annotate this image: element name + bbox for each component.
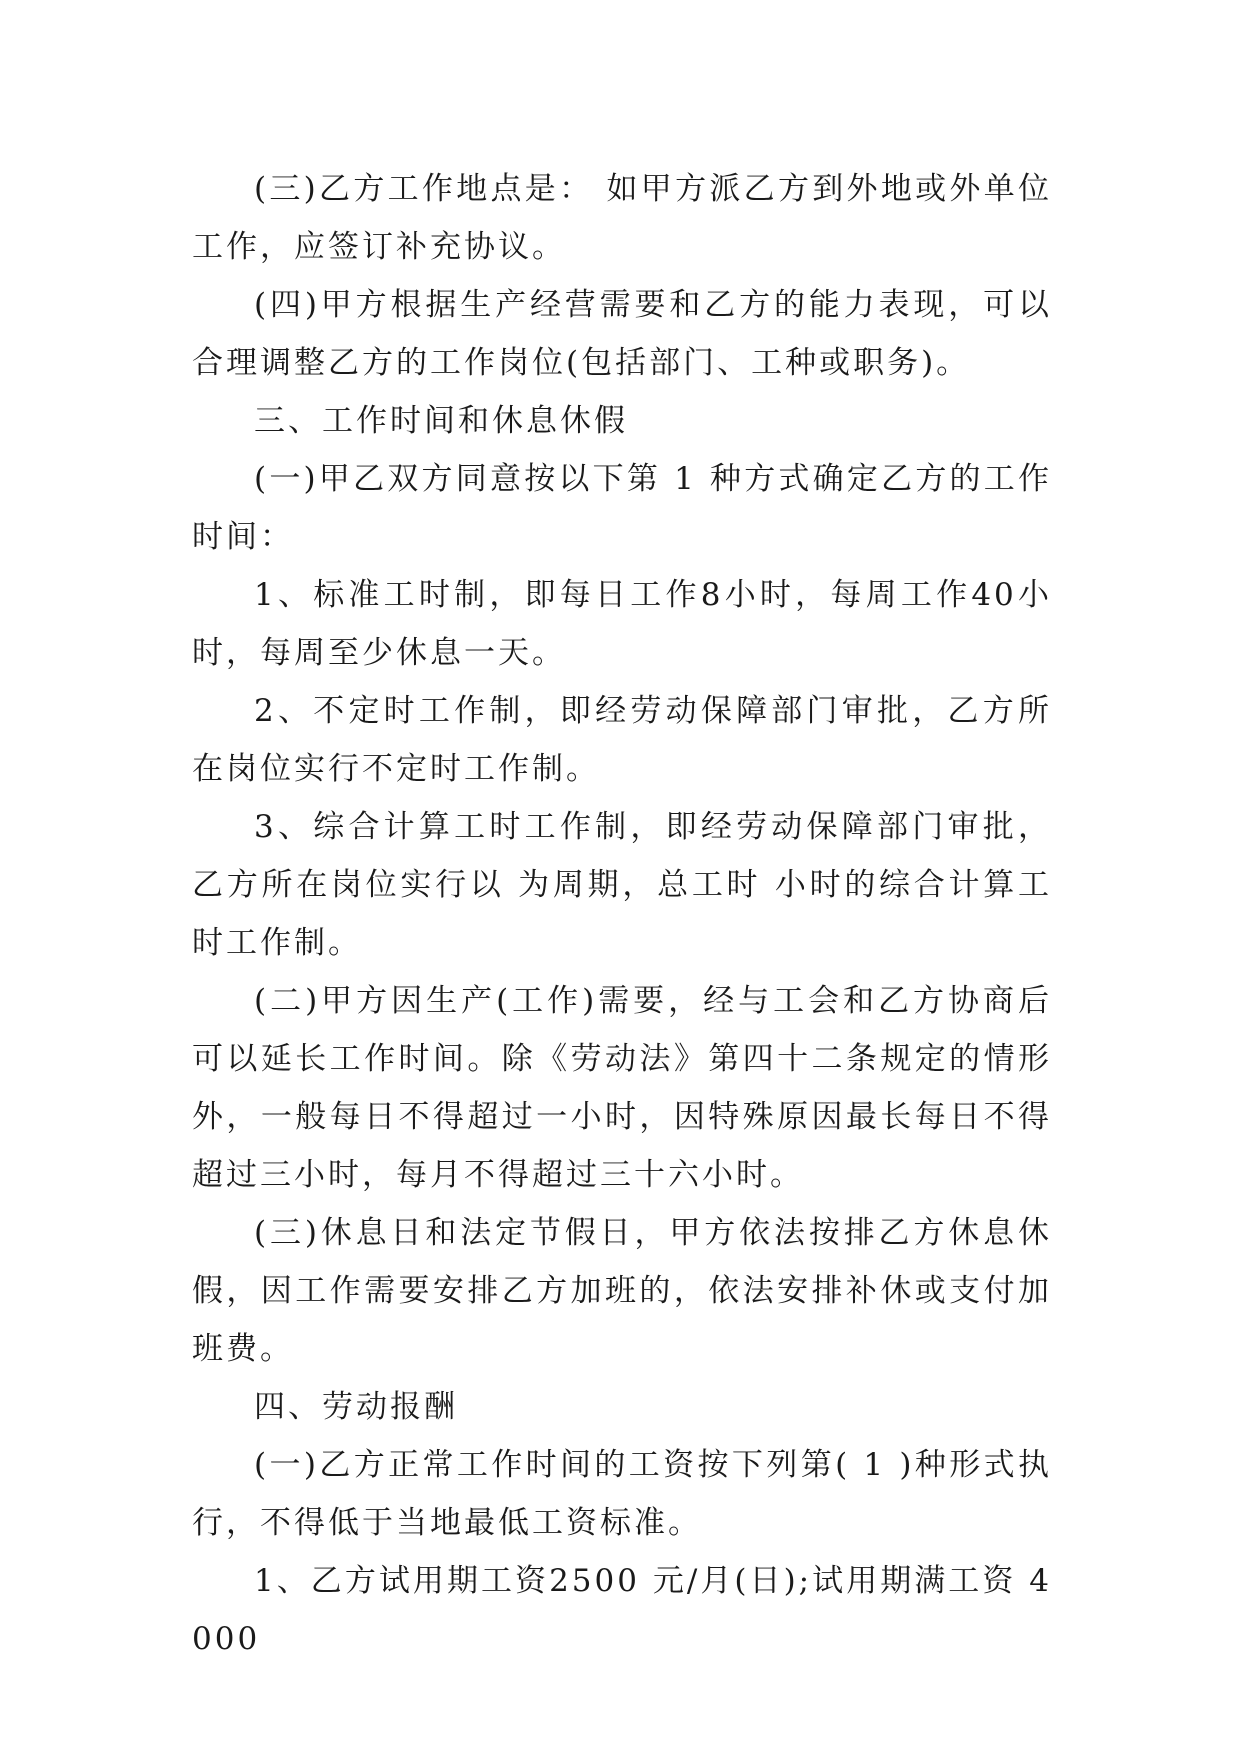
- paragraph-holidays: (三)休息日和法定节假日，甲方依法按排乙方休息休假，因工作需要安排乙方加班的，依法安排补休或支付加班费。: [192, 1215, 1052, 1367]
- paragraph-probation-wage: 1、乙方试用期工资2500 元/月(日);试用期满工资 4000: [192, 1563, 1052, 1657]
- paragraph-standard-hours: 1、标准工时制，即每日工作8小时，每周工作40小时，每周至少休息一天。: [192, 577, 1052, 671]
- paragraph-work-location: (三)乙方工作地点是： 如甲方派乙方到外地或外单位工作，应签订补充协议。: [192, 171, 1052, 265]
- paragraph-position-adjustment: (四)甲方根据生产经营需要和乙方的能力表现，可以合理调整乙方的工作岗位(包括部门、工种或职务)。: [192, 287, 1052, 381]
- section-heading-remuneration: 四、劳动报酬: [254, 1389, 458, 1425]
- paragraph-overtime-limits: (二)甲方因生产(工作)需要，经与工会和乙方协商后可以延长工作时间。除《劳动法》第四十二条规定的情形外，一般每日不得超过一小时，因特殊原因最长每日不得超过三小时，每月不得超过三十六小时。: [192, 983, 1052, 1193]
- paragraph-flexible-hours: 2、不定时工作制，即经劳动保障部门审批，乙方所在岗位实行不定时工作制。: [192, 693, 1052, 787]
- document-body: [192, 160, 1052, 1668]
- paragraph-work-time-method: (一)甲乙双方同意按以下第 1 种方式确定乙方的工作时间：: [192, 461, 1052, 555]
- paragraph-comprehensive-hours: 3、综合计算工时工作制，即经劳动保障部门审批，乙方所在岗位实行以 为周期，总工时 小时的综合计算工时工作制。: [192, 809, 1052, 961]
- paragraph-wage-form: (一)乙方正常工作时间的工资按下列第( 1 )种形式执行，不得低于当地最低工资标准。: [192, 1447, 1052, 1541]
- section-heading-work-hours: 三、工作时间和休息休假: [254, 403, 628, 439]
